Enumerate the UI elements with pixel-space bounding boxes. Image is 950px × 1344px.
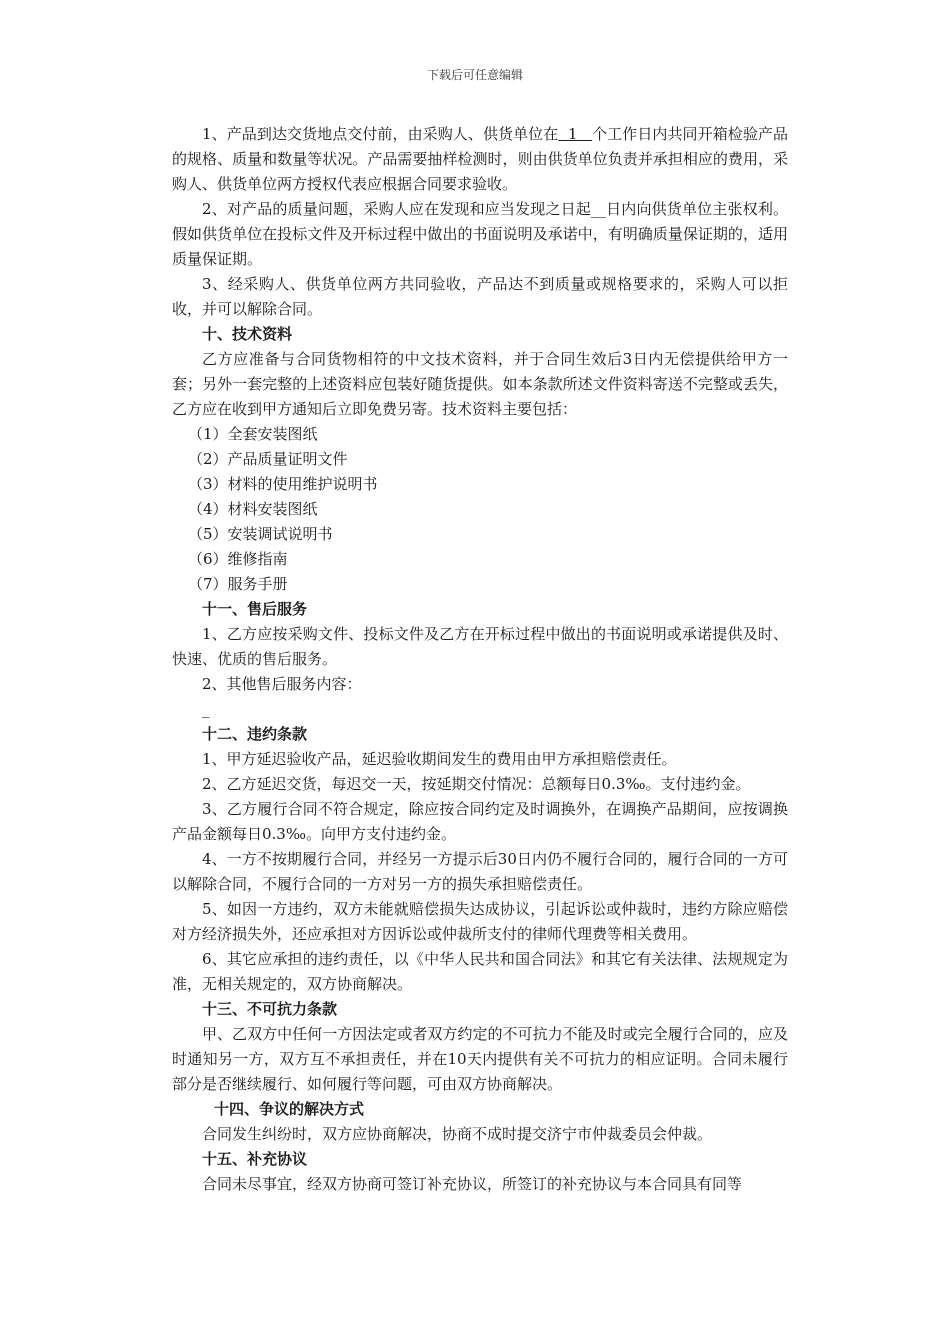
section-14-title: 十四、争议的解决方式 bbox=[214, 1100, 365, 1118]
clause-12-1: 1、甲方延迟验收产品，延迟验收期间发生的费用由甲方承担赔偿责任。 bbox=[202, 750, 677, 768]
section-12-title: 十二、违约条款 bbox=[202, 725, 308, 743]
section-11-title: 十一、售后服务 bbox=[202, 600, 308, 618]
clause-9-2: 2、对产品的质量问题，采购人应在发现和应当发现之日起__日内向供货单位主张权利。假如供货单位在投标文件及开标过程中做出的书面说明及承诺中，有明确质量保证期的，适用质量保证期。 bbox=[172, 200, 788, 268]
clause-12-6: 6、其它应承担的违约责任，以《中华人民共和国合同法》和其它有关法律、法规规定为准，无相关规定的，双方协商解决。 bbox=[172, 950, 788, 993]
clause-9-1 bbox=[172, 122, 788, 197]
section-10-title: 十、技术资料 bbox=[202, 325, 293, 343]
clause-9-1-blank: 1 bbox=[558, 125, 593, 143]
section-10-intro: 乙方应准备与合同货物相符的中文技术资料，并于合同生效后3日内无偿提供给甲方一套；另外一套完整的上述资料应包装好随货提供。如本条款所述文件资料寄送不完整或丢失，乙方应在收到甲方通知后立即免费另寄。技术资料主要包括： bbox=[172, 350, 788, 418]
clause-12-4: 4、一方不按期履行合同，并经另一方提示后30日内仍不履行合同的，履行合同的一方可以解除合同，不履行合同的一方对另一方的损失承担赔偿责任。 bbox=[172, 850, 788, 893]
fill-in-blank: _ bbox=[202, 700, 210, 718]
tech-doc-item: （6）维修指南 bbox=[188, 550, 288, 568]
document-body bbox=[172, 122, 788, 1197]
clause-11-1: 1、乙方应按采购文件、投标文件及乙方在开标过程中做出的书面说明或承诺提供及时、快速、优质的售后服务。 bbox=[172, 625, 788, 668]
section-13-title: 十三、不可抗力条款 bbox=[202, 1000, 338, 1018]
tech-doc-item: （2）产品质量证明文件 bbox=[188, 450, 348, 468]
clause-12-2: 2、乙方延迟交货，每迟交一天，按延期交付情况：总额每日0.3‰。支付违约金。 bbox=[202, 775, 751, 793]
tech-doc-item: （4）材料安装图纸 bbox=[188, 500, 318, 518]
tech-doc-item: （7）服务手册 bbox=[188, 575, 288, 593]
clause-12-3: 3、乙方履行合同不符合规定，除应按合同约定及时调换外，在调换产品期间，应按调换产品金额每日0.3‰。向甲方支付违约金。 bbox=[172, 800, 788, 843]
clause-12-5: 5、如因一方违约，双方未能就赔偿损失达成协议，引起诉讼或仲裁时，违约方除应赔偿对方经济损失外，还应承担对方因诉讼或仲裁所支付的律师代理费等相关费用。 bbox=[172, 900, 788, 943]
page-header: 下载后可任意编辑 bbox=[426, 68, 523, 82]
clause-9-3: 3、经采购人、供货单位两方共同验收，产品达不到质量或规格要求的，采购人可以拒收，并可以解除合同。 bbox=[172, 275, 788, 318]
tech-doc-item: （5）安装调试说明书 bbox=[188, 525, 333, 543]
clause-9-1-text-b: 个工作日内共同开箱检验产品的规格、质量和数量等状况。产品需要抽样检测时，则由供货单位负责并承担相应的费用，采购人、供货单位两方授权代表应根据合同要求验收。 bbox=[172, 125, 789, 193]
section-15-title: 十五、补充协议 bbox=[202, 1150, 308, 1168]
tech-doc-item: （3）材料的使用维护说明书 bbox=[188, 475, 378, 493]
clause-9-1-text-a: 1、产品到达交货地点交付前，由采购人、供货单位在 bbox=[202, 125, 559, 143]
tech-doc-item: （1）全套安装图纸 bbox=[188, 425, 318, 443]
clause-14-1: 合同发生纠纷时，双方应协商解决，协商不成时提交济宁市仲裁委员会仲裁。 bbox=[202, 1125, 713, 1143]
clause-13-1: 甲、乙双方中任何一方因法定或者双方约定的不可抗力不能及时或完全履行合同的，应及时通知另一方，双方互不承担责任，并在10天内提供有关不可抗力的相应证明。合同未履行部分是否继续履行、如何履行等问题，可由双方协商解决。 bbox=[172, 1025, 788, 1093]
clause-11-2: 2、其他售后服务内容： bbox=[202, 675, 362, 693]
clause-15-1: 合同未尽事宜，经双方协商可签订补充协议，所签订的补充协议与本合同具有同等 bbox=[202, 1175, 743, 1193]
